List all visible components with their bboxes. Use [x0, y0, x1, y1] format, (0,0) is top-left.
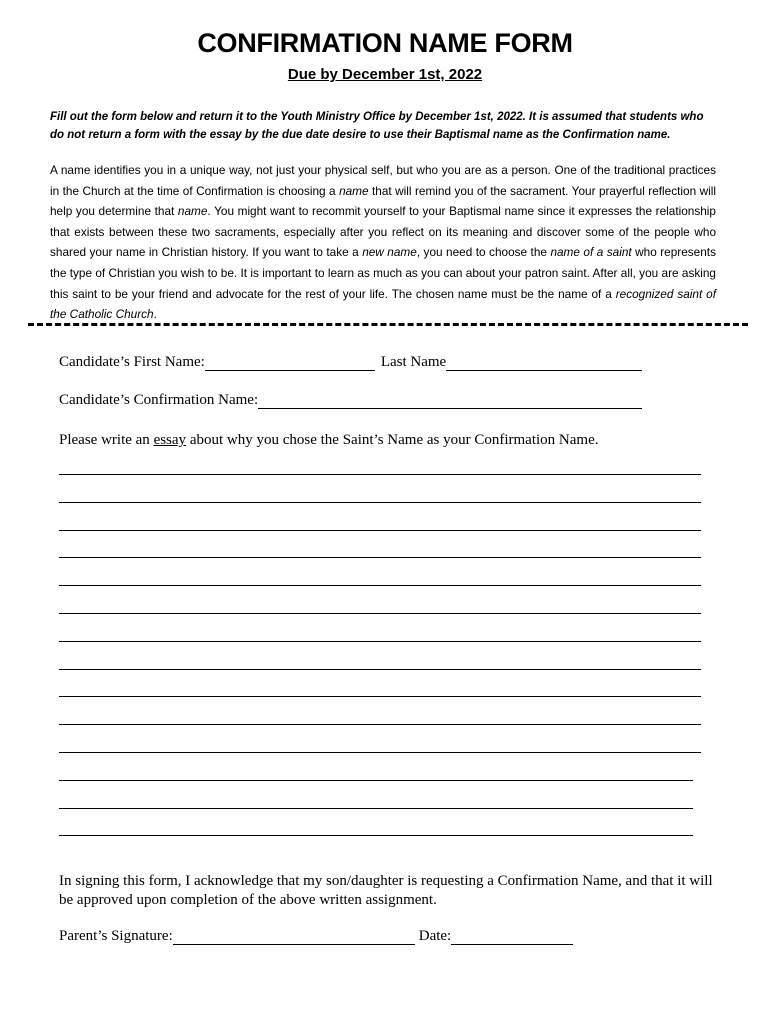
essay-line[interactable]	[59, 696, 701, 697]
essay-prompt: Please write an essay about why you chose the Saint’s Name as your Confirmation Name.	[59, 432, 599, 448]
essay-line[interactable]	[59, 724, 701, 725]
date-label: Date:	[418, 928, 452, 944]
instructions-text: Fill out the form below and return it to the Youth Ministry Office by December 1st, 2022. It is assumed that students who do not return a form with the essay by the due date desire to use their Baptismal name as the Confirmation name.	[50, 111, 704, 141]
intro-paragraph: A name identifies you in a unique way, not just your physical self, but who you are as a person. One of the traditional practices in the Church at the time of Confirmation is choosing a name that will remind you of the sacrament. Your prayerful reflection will help you determine that name. You might want to recommit yourself to your Baptismal name since it expresses the relationship that exists between these two sacraments, especially after you reflect on its meaning and discover some of the people who shared your name in Christian history. If you want to take a new name, you need to choose the name of a saint who represents the type of Christian you wish to be. It is important to learn as much as you can about your patron saint. After all, you are asking this saint to be your friend and advocate for the rest of your life. The chosen name must be the name of a recognized saint of the Catholic Church.	[50, 163, 716, 322]
due-date-subtitle: Due by December 1st, 2022	[287, 66, 483, 83]
signature-row	[59, 928, 573, 945]
candidate-name-row	[59, 354, 642, 371]
first-name-label: Candidate’s First Name:	[59, 354, 205, 370]
essay-line[interactable]	[59, 780, 693, 781]
last-name-field[interactable]	[446, 356, 642, 371]
last-name-label: Last Name	[380, 354, 447, 370]
essay-line[interactable]	[59, 502, 701, 503]
essay-line[interactable]	[59, 557, 701, 558]
confirmation-name-label: Candidate’s Confirmation Name:	[59, 392, 259, 408]
essay-line[interactable]	[59, 835, 693, 836]
essay-line[interactable]	[59, 641, 701, 642]
essay-line[interactable]	[59, 752, 701, 753]
essay-line[interactable]	[59, 585, 701, 586]
essay-line[interactable]	[59, 808, 693, 809]
confirmation-name-row	[59, 392, 642, 409]
parent-signature-field[interactable]	[173, 930, 415, 945]
cut-line-divider	[28, 323, 748, 326]
essay-line[interactable]	[59, 613, 701, 614]
first-name-field[interactable]	[205, 356, 375, 371]
page-title: CONFIRMATION NAME FORM	[197, 28, 573, 58]
parent-signature-label: Parent’s Signature:	[59, 928, 173, 944]
confirmation-name-field[interactable]	[258, 394, 642, 409]
essay-line[interactable]	[59, 669, 701, 670]
essay-line[interactable]	[59, 474, 701, 475]
essay-line[interactable]	[59, 530, 701, 531]
acknowledgement-text: In signing this form, I acknowledge that my son/daughter is requesting a Confirmation Name, and that it will be approved upon completion of the above written assignment.	[59, 873, 713, 908]
date-field[interactable]	[451, 930, 573, 945]
